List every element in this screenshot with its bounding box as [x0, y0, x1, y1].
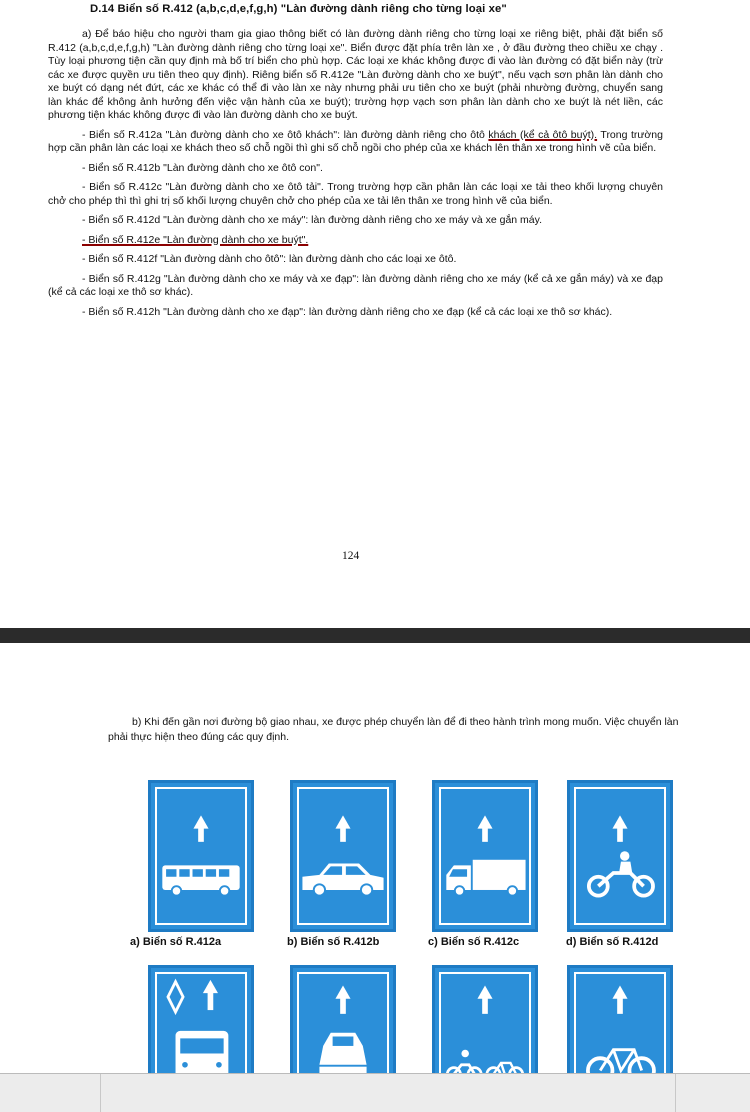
page-body [48, 28, 663, 325]
paragraph-r412f: - Biển số R.412f "Làn đường dành cho ôtô": làn đường dành cho các loại xe ôtô. [82, 253, 457, 265]
r412a-text-end: Trong trường hợp cần phân làn các loại xe khách theo số chỗ ngồi thì ghi số chỗ ngồi cho phép của xe khách lên thân xe trong hình vẽ của biển. [48, 128, 663, 154]
truck-lane-icon [435, 783, 535, 929]
car-front-lane-icon [293, 968, 393, 1073]
page-separator [0, 628, 750, 643]
section-title: D.14 Biển số R.412 (a,b,c,d,e,f,g,h) "Làn đường dành riêng cho từng loại xe" [90, 3, 507, 15]
paragraph-a: a) Để báo hiệu cho người tham gia giao thông biết có làn đường dành riêng cho từng loại xe riêng biệt, phải đặt biển số R.412 (a,b,c,d,e,f,g,h) "Làn đường dành riêng cho từng loại xe". Biển được đặt phía trên làn xe , ở đầu đường theo chiều xe chạy . Tùy loại phương tiện cần quy định mà bố trí biển cho phù hợp. Các loại xe khác không được đi vào làn đường có đặt biển này (trừ các xe được quyền ưu tiên theo quy định). Riêng biển số R.412e "Làn đường dành cho xe buýt", nếu vạch sơn phân làn dành cho xe buýt có dạng nét đứt, các xe khác có thể đi vào làn xe này nhưng phải ưu tiên cho xe buýt (phải nhường đường, chuyển sang làn khác để không ảnh hưởng đến việc vận hành của xe buýt); trường hợp vạch sơn phân làn dành cho xe buýt là nét liền, các phương tiện khác không được đi vào làn đường dành cho xe buýt. [48, 28, 663, 121]
caption-r412c: c) Biển số R.412c [428, 936, 520, 948]
paragraph-r412b: - Biển số R.412b "Làn đường dành cho xe ôtô con". [82, 161, 323, 174]
paragraph-r412c: - Biển số R.412c "Làn đường dành cho xe ôtô tải". Trong trường hợp cần phân làn các loại xe tải theo khối lượng chuyên chở cho phép thì thì ghi trị số khối lượng chuyên chở cho phép của xe tải lên thân xe trong hình vẽ của biển. [48, 181, 663, 207]
paragraph-r412d: - Biển số R.412d "Làn đường dành cho xe máy": làn đường dành riêng cho xe máy và xe gắn máy. [82, 214, 543, 226]
sign-r412g [432, 965, 538, 1073]
paragraph-b: b) Khi đến gần nơi đường bộ giao nhau, xe được phép chuyển làn để đi theo hành trình mong muốn. Việc chuyển làn phải thực hiện theo đúng các quy định. [108, 716, 679, 743]
motorbike-bicycle-lane-icon [435, 968, 535, 1073]
bus-lane-icon [151, 783, 251, 929]
paragraph-b-block [108, 715, 698, 745]
r412a-text-start: - Biển số R.412a "Làn đường dành cho xe ôtô khách": làn đường dành riêng cho ôtô [82, 128, 489, 141]
paragraph-r412g: - Biển số R.412g "Làn đường dành cho xe máy và xe đạp": làn đường dành riêng cho xe máy (kể cả xe gắn máy) và xe đạp (kể cả các loại xe thô sơ khác). [48, 272, 663, 298]
r412a-underlined-text: khách (kể cả ôtô buýt). [488, 128, 598, 141]
sign-r412f [290, 965, 396, 1073]
document-page-125 [0, 643, 750, 1073]
car-lane-icon [293, 783, 393, 929]
r412e-underlined-text: - Biển số R.412e "Làn đường dành cho xe buýt". [82, 233, 309, 246]
caption-r412b: b) Biển số R.412b [287, 936, 380, 948]
sign-r412c [432, 780, 538, 932]
caption-r412d: d) Biển số R.412d [566, 936, 659, 948]
sign-r412h [567, 965, 673, 1073]
sign-r412d [567, 780, 673, 932]
sign-r412a [148, 780, 254, 932]
viewer-status-bar [0, 1073, 750, 1112]
page-number: 124 [342, 550, 360, 562]
bicycle-lane-icon [570, 968, 670, 1073]
motorbike-lane-icon [570, 783, 670, 929]
bus-front-lane-icon [151, 968, 251, 1073]
sign-r412e [148, 965, 254, 1073]
sign-r412b [290, 780, 396, 932]
paragraph-r412e [48, 234, 663, 248]
paragraph-r412a [48, 129, 663, 156]
caption-r412a: a) Biển số R.412a [130, 936, 222, 948]
paragraph-r412h: - Biển số R.412h "Làn đường dành cho xe đạp": làn đường dành riêng cho xe đạp (kể cả các loại xe thô sơ khác). [82, 305, 613, 318]
